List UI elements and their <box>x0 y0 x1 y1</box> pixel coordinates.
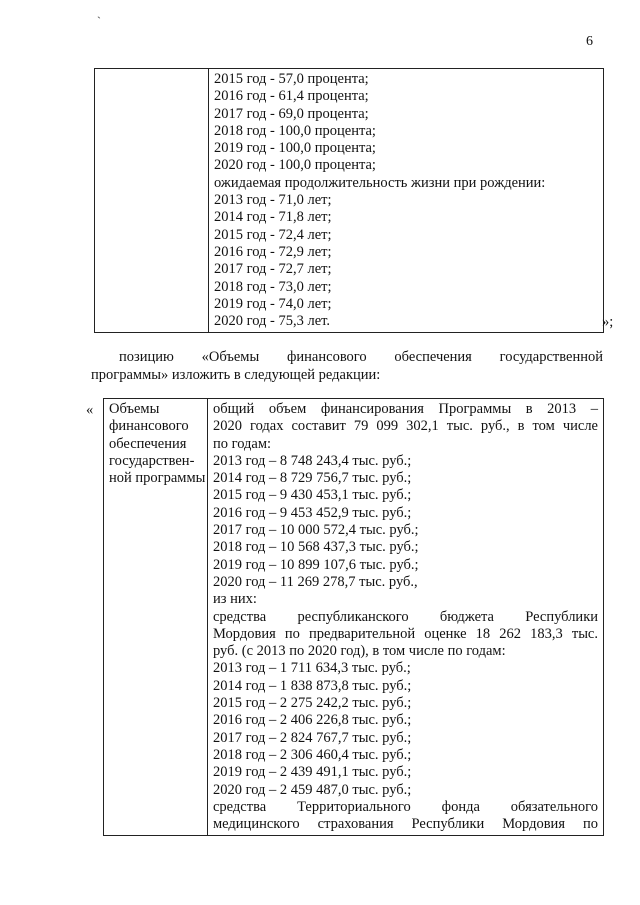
indicator-line: ожидаемая продолжительность жизни при рождении: <box>214 174 546 191</box>
funding-line: 2020 год – 2 459 487,0 тыс. руб.; <box>213 781 412 798</box>
funding-line: 2014 год – 1 838 873,8 тыс. руб.; <box>213 677 412 694</box>
funding-line: 2018 год – 2 306 460,4 тыс. руб.; <box>213 746 412 763</box>
funding-line: 2018 год – 10 568 437,3 тыс. руб.; <box>213 539 419 556</box>
paragraph-line-1: позицию «Объемы финансового обеспечения государственной <box>119 349 603 365</box>
corner-mark: ` <box>97 14 101 28</box>
funding-label-line: ной программы <box>109 470 206 487</box>
funding-line: 2017 год – 2 824 767,7 тыс. руб.; <box>213 729 412 746</box>
table1-values-cell <box>209 69 604 333</box>
indicator-line: 2017 год - 72,7 лет; <box>214 261 332 278</box>
indicator-line: 2015 год - 57,0 процента; <box>214 71 369 87</box>
indicator-line: 2018 год - 73,0 лет; <box>214 278 332 295</box>
closing-quote: »; <box>602 314 614 330</box>
paragraph-line-2: программы» изложить в следующей редакции: <box>91 367 381 383</box>
funding-label-line: финансового <box>109 418 189 435</box>
funding-line: Мордовия по предварительной оценке 18 262 183,3 тыс. <box>213 625 598 642</box>
indicators-table <box>94 68 604 333</box>
funding-line: руб. (с 2013 по 2020 год), в том числе по годам: <box>213 643 506 660</box>
indicator-line: 2017 год - 69,0 процента; <box>214 105 369 122</box>
funding-line: 2014 год – 8 729 756,7 тыс. руб.; <box>213 470 412 487</box>
table1-label-cell <box>95 69 209 333</box>
indicator-line: 2015 год - 72,4 лет; <box>214 226 332 243</box>
funding-line: общий объем финансирования Программы в 2013 – <box>213 401 598 417</box>
funding-line: 2019 год – 2 439 491,1 тыс. руб.; <box>213 764 412 781</box>
indicator-line: 2013 год - 71,0 лет; <box>214 192 332 209</box>
funding-line: 2019 год – 10 899 107,6 тыс. руб.; <box>213 556 419 573</box>
funding-line: средства республиканского бюджета Республики <box>213 608 598 625</box>
funding-line: по годам: <box>213 435 272 452</box>
funding-label-cell <box>104 399 208 836</box>
funding-label-line: Объемы <box>109 401 160 417</box>
indicator-line: 2020 год - 75,3 лет. <box>214 313 331 330</box>
funding-table <box>103 398 604 836</box>
funding-line: 2013 год – 8 748 243,4 тыс. руб.; <box>213 452 412 469</box>
funding-line: 2016 год – 2 406 226,8 тыс. руб.; <box>213 712 412 729</box>
funding-line: средства Территориального фонда обязательного <box>213 798 598 815</box>
indicator-line: 2018 год - 100,0 процента; <box>214 122 376 139</box>
funding-label-line: обеспечения <box>109 435 187 452</box>
indicator-line: 2019 год - 100,0 процента; <box>214 140 376 157</box>
funding-line: 2015 год – 2 275 242,2 тыс. руб.; <box>213 695 412 712</box>
indicator-line: 2016 год - 61,4 процента; <box>214 88 369 105</box>
funding-line: 2013 год – 1 711 634,3 тыс. руб.; <box>213 660 411 677</box>
indicator-line: 2014 год - 71,8 лет; <box>214 209 332 226</box>
funding-line: из них: <box>213 591 257 608</box>
instruction-paragraph <box>91 348 603 384</box>
funding-line: 2016 год – 9 453 452,9 тыс. руб.; <box>213 504 412 521</box>
page-number: 6 <box>586 34 593 49</box>
indicator-line: 2019 год - 74,0 лет; <box>214 295 332 312</box>
opening-quote: « <box>86 402 94 418</box>
indicator-line: 2020 год - 100,0 процента; <box>214 157 376 174</box>
funding-line: медицинского страхования Республики Мордовия по <box>213 816 598 833</box>
indicator-line: 2016 год - 72,9 лет; <box>214 243 332 260</box>
funding-line: 2020 год – 11 269 278,7 тыс. руб., <box>213 573 418 590</box>
funding-values-cell <box>208 399 604 836</box>
funding-line: 2015 год – 9 430 453,1 тыс. руб.; <box>213 487 412 504</box>
funding-label-line: государствен- <box>109 452 195 469</box>
funding-line: 2017 год – 10 000 572,4 тыс. руб.; <box>213 522 419 539</box>
funding-line: 2020 годах составит 79 099 302,1 тыс. руб., в том числе <box>213 418 598 435</box>
